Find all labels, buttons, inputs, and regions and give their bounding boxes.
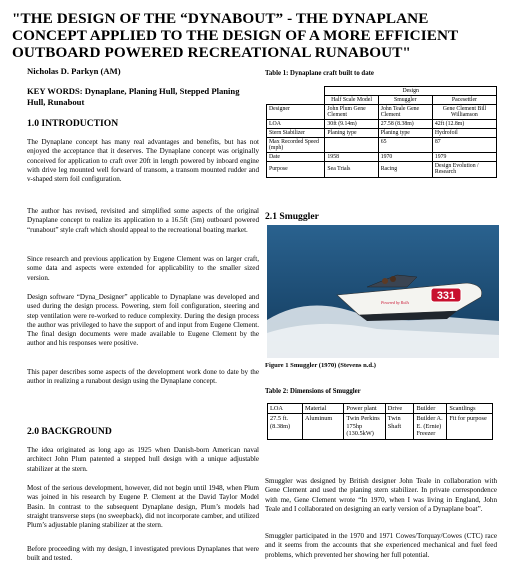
table1-caption: Table 1: Dynaplane craft built to date [265, 70, 374, 77]
table-row [267, 129, 497, 138]
table-cell: Planing type [378, 129, 432, 138]
table-cell: 65 [378, 138, 432, 153]
table-row [268, 404, 493, 414]
table-row [267, 105, 497, 120]
author-name: Nicholas D. Parkyn (AM) [27, 66, 121, 76]
table-cell: 42ft (12.8m) [432, 120, 496, 129]
row-label: Purpose [267, 162, 325, 177]
table-cell: Twin Perkins 175hp (130.5kW) [344, 414, 385, 439]
intro-paragraph: Design software “Dyna_Designer” applicable to Dynaplane was developed and used during the design process. Powering, stern foil configuration, steering and step ventilation were re-worked to reduce complexity. During the design process the author was privileged to have the support of and input from Eugene Clement. The final design documents were made available to Eugene Clement by the author and his responses were positive. [27, 293, 259, 348]
column-header: Half Scale Model [325, 96, 378, 105]
background-heading: 2.0 BACKGROUND [27, 426, 112, 437]
table-cell: Aluminum [303, 414, 344, 439]
intro-paragraph: The Dynaplane concept has many real advantages and benefits, but has not enjoyed the acceptance that it deserves. The Dynaplane concept was originally conceived for application to craft over 20ft in length powered by inboard engine with drive leg mounted well forward of transom, a transom mounted rudder and v-shaped stern foil configuration. [27, 138, 259, 184]
column-header: Power plant [344, 404, 385, 414]
background-section [27, 426, 259, 437]
intro-paragraph: This paper describes some aspects of the development work done to date by the author in realizing a runabout design using the Dynaplane concept. [27, 368, 259, 386]
crew-figure [382, 278, 388, 284]
table-cell: 1979 [432, 153, 496, 162]
boat-image [267, 225, 499, 358]
race-number: 331 [436, 290, 456, 302]
row-label: Stern Stabilizer [267, 129, 325, 138]
background-paragraph: Most of the serious development, however, did not begin until 1948, when Plum was joined in his research by Eugene P. Clement at the David Taylor Model Basin. In contrast to the subsequent Dynaplane design, Plum’s models had straight transverse steps (no sweepback), did not incorporate camber, and utilized Plum’s adjustable planing stabilizer at the stern. [27, 484, 259, 530]
author-line [27, 66, 259, 77]
smuggler-paragraph: Smuggler was designed by British designer John Teale in collaboration with Gene Clement and used the planing stern stabilizer. In private correspondence with me, Gene Clement wrote “In 1970, when I was living in England, John Teale and I collaborated on designing an early version of a Dynaplane boat”. [265, 477, 497, 513]
table-cell: 1970 [378, 153, 432, 162]
table-cell: 27.5 ft. (8.38m) [268, 414, 303, 439]
table-row [267, 138, 497, 153]
table2-caption: Table 2: Dimensions of Smuggler [265, 388, 361, 395]
smuggler-photo [267, 225, 499, 358]
row-label: Max Recorded Speed (mph) [267, 138, 325, 153]
column-header: Builder [414, 404, 447, 414]
table-row [268, 414, 493, 439]
column-header: Pacesettler [432, 96, 496, 105]
table-row [267, 87, 497, 96]
column-header: LOA [268, 404, 303, 414]
table-cell [325, 138, 378, 153]
background-paragraph: Before proceeding with my design, I investigated previous Dynaplanes that were built and tested. [27, 545, 259, 563]
table-cell: John Teale Gene Clement [378, 105, 432, 120]
table-cell: 27.58 (8.38m) [378, 120, 432, 129]
background-paragraph: The idea originated as long ago as 1925 when Danish-born American naval architect John Plum patented a stepped hull design with a unique adjustable stabilizer at the stern. [27, 446, 259, 473]
table-cell: Planing type [325, 129, 378, 138]
boat-name: Powered by Rolls [380, 300, 410, 305]
dynaplane-craft-table [266, 86, 497, 178]
row-label: Date [267, 153, 325, 162]
intro-heading: 1.0 INTRODUCTION [27, 118, 119, 129]
table-row [267, 162, 497, 177]
column-header: Smuggler [378, 96, 432, 105]
keywords: KEY WORDS: Dynaplane, Planing Hull, Stepped Planing Hull, Runabout [27, 86, 240, 107]
table-cell: Design Evolution / Research [432, 162, 496, 177]
crew-figure [390, 276, 396, 282]
paper-title: "THE DESIGN OF THE “DYNABOUT” - THE DYNAPLANE CONCEPT APPLIED TO THE DESIGN OF A MORE EFFICIENT OUTBOARD POWERED RECREATIONAL RUNABOUT" [12, 10, 458, 61]
table-cell: 1958 [325, 153, 378, 162]
column-header: Material [303, 404, 344, 414]
row-label: LOA [267, 120, 325, 129]
column-header: Scantlings [447, 404, 493, 414]
table-cell: Hydrofoil [432, 129, 496, 138]
table-cell: 87 [432, 138, 496, 153]
figure-caption: Figure 1 Smuggler (1970) (Stevens n.d.) [265, 362, 376, 369]
column-header: Drive [385, 404, 414, 414]
intro-paragraph: The author has revised, revisited and simplified some aspects of the original Dynaplane concept to realize its application to a 16.5ft (5m) outboard powered “runabout” style craft which should appeal to the recreational boating market. [27, 207, 259, 234]
table-cell: Gene Clement Bill Williamson [432, 105, 496, 120]
intro-paragraph: Since research and previous application by Eugene Clement was on larger craft, some data and aspects were extended for applicability to the smaller sized version. [27, 255, 259, 282]
keywords-block [27, 86, 259, 108]
table-cell: Twin Shaft [385, 414, 414, 439]
row-label: Designer [267, 105, 325, 120]
table-group-header: Design [325, 87, 497, 96]
smuggler-heading: 2.1 Smuggler [265, 211, 319, 222]
table-cell: 30ft (9.14m) [325, 120, 378, 129]
table-cell: Fit for purpose [447, 414, 493, 439]
table-row [267, 120, 497, 129]
table-cell: Sea Trials [325, 162, 378, 177]
table-cell: Builder A. E. (Ernie) Freezer [414, 414, 447, 439]
table-row [267, 153, 497, 162]
smuggler-dimensions-table [267, 403, 493, 440]
smuggler-paragraph: Smuggler participated in the 1970 and 1971 Cowes/Torquay/Cowes (CTC) race and it seems from the accounts that she experienced mechanical and fuel feed problems, which prevented her showing her full potential. [265, 532, 497, 559]
table-cell: Racing [378, 162, 432, 177]
intro-section [27, 118, 259, 129]
table-cell: John Plum Gene Clement [325, 105, 378, 120]
